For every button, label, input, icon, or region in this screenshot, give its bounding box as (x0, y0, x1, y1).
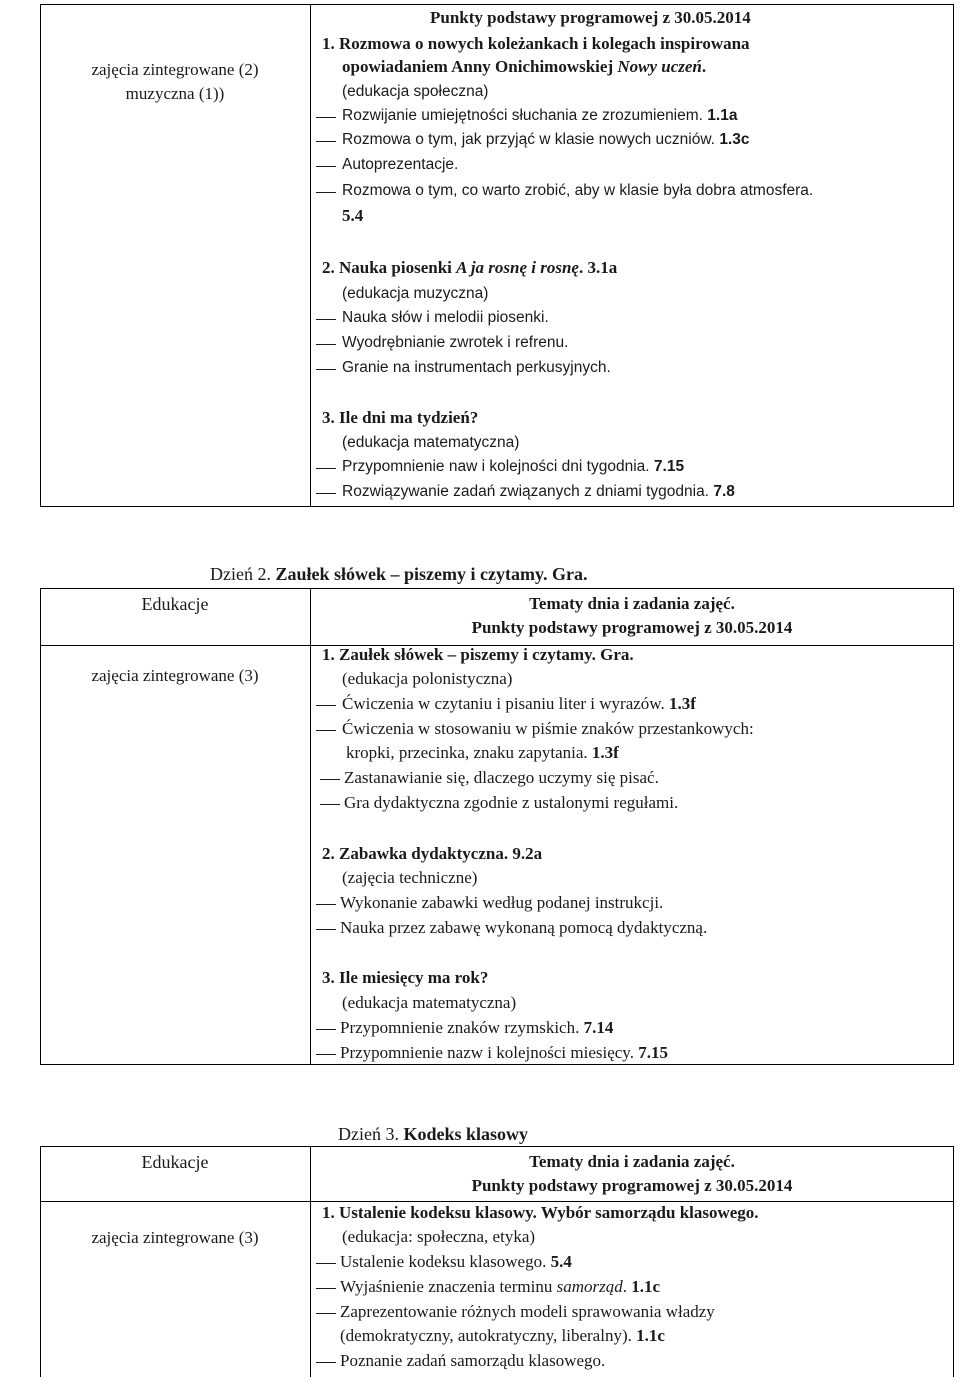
bullet-dash (316, 1313, 336, 1314)
day-heading: Dzień 2. Zaułek słówek – piszemy i czytamy. Gra. (210, 564, 588, 584)
bullet-item: Wyodrębnianie zwrotek i refrenu. (342, 334, 569, 351)
bullet-item: Gra dydaktyczna zgodnie z ustalonymi regułami. (344, 793, 679, 812)
bullet-dash (316, 468, 336, 469)
bullet-dash (316, 1029, 336, 1030)
bullet-item: Przypomnienie nazw i kolejności miesięcy. 7.15 (340, 1043, 668, 1062)
bullet-item: Zastanawianie się, dlaczego uczymy się pisać. (344, 768, 659, 787)
bullet-item: Rozwiązywanie zadań związanych z dniami tygodnia. 7.8 (342, 483, 735, 500)
table1-right-border (953, 4, 954, 506)
item-title: 2. Zabawka dydaktyczna. 9.2a (322, 844, 543, 863)
bullet-item: Przypomnienie naw i kolejności dni tygodnia. 7.15 (342, 458, 685, 475)
item-title: 1. Ustalenie kodeksu klasowy. Wybór samorządu klasowego. (322, 1203, 759, 1222)
points-header: Punkty podstawy programowej z 30.05.2014 (430, 8, 751, 27)
bullet-item: Poznanie zadań samorządu klasowego. (340, 1351, 606, 1370)
bullet-item: Rozmowa o tym, co warto zrobić, aby w klasie była dobra atmosfera. (342, 182, 814, 199)
bullet-dash (316, 1263, 336, 1264)
subject-label: zajęcia zintegrowane (3) (91, 1228, 259, 1247)
bullet-item: Rozwijanie umiejętności słuchania ze zrozumieniem. 1.1a (342, 107, 738, 124)
area-label: (edukacja społeczna) (342, 83, 489, 100)
bullet-dash (316, 344, 336, 345)
area-label: (edukacja muzyczna) (342, 285, 489, 302)
table1-top-border (40, 4, 954, 5)
bullet-dash (316, 1054, 336, 1055)
table2-column-divider (310, 588, 311, 1064)
column-header-edukacje: Edukacje (141, 594, 209, 614)
table2-bottom-border (40, 1064, 954, 1065)
bullet-dash (316, 192, 336, 193)
bullet-dash (316, 705, 336, 706)
bullet-dash (316, 493, 336, 494)
area-label: (edukacja: społeczna, etyka) (342, 1227, 536, 1246)
item-title: 3. Ile miesięcy ma rok? (322, 968, 489, 987)
subject-label: muzyczna (1)) (125, 84, 225, 103)
bullet-dash (320, 804, 340, 805)
column-header-edukacje: Edukacje (141, 1152, 209, 1172)
bullet-dash (316, 904, 336, 905)
point-code: 5.4 (342, 206, 364, 225)
subject-label: zajęcia zintegrowane (3) (91, 666, 259, 685)
bullet-dash (316, 117, 336, 118)
column-header-points: Punkty podstawy programowej z 30.05.2014 (471, 618, 793, 637)
table2-top-border (40, 588, 954, 589)
bullet-item: Ćwiczenia w czytaniu i pisaniu liter i wyrazów. 1.3f (342, 694, 696, 713)
column-header-topics: Tematy dnia i zadania zajęć. (529, 594, 735, 613)
bullet-dash (316, 1288, 336, 1289)
bullet-item: Granie na instrumentach perkusyjnych. (342, 359, 611, 376)
column-header-topics: Tematy dnia i zadania zajęć. (529, 1152, 735, 1171)
bullet-dash (316, 141, 336, 142)
area-label: (zajęcia techniczne) (342, 868, 478, 887)
bullet-dash (316, 730, 336, 731)
subject-label: zajęcia zintegrowane (2) (91, 60, 259, 79)
bullet-dash (316, 1362, 336, 1363)
bullet-dash (316, 369, 336, 370)
item-title: opowiadaniem Anny Onichimowskiej Nowy uczeń. (342, 57, 707, 76)
item-title: 2. Nauka piosenki A ja rosnę i rosnę. 3.1a (322, 258, 618, 277)
bullet-item: kropki, przecinka, znaku zapytania. 1.3f (346, 743, 619, 762)
area-label: (edukacja matematyczna) (342, 993, 517, 1012)
item-title: 1. Zaułek słówek – piszemy i czytamy. Gra. (322, 645, 634, 664)
bullet-item: Przypomnienie znaków rzymskich. 7.14 (340, 1018, 614, 1037)
item-title: 3. Ile dni ma tydzień? (322, 408, 479, 427)
bullet-item: Nauka słów i melodii piosenki. (342, 309, 549, 326)
bullet-item: Nauka przez zabawę wykonaną pomocą dydaktyczną. (340, 918, 708, 937)
bullet-item: Ćwiczenia w stosowaniu w piśmie znaków przestankowych: (342, 719, 754, 738)
table3-right-border (953, 1146, 954, 1377)
bullet-item: Zaprezentowanie różnych modeli sprawowania władzy (340, 1302, 715, 1321)
bullet-item: Wyjaśnienie znaczenia terminu samorząd. 1.1c (340, 1277, 660, 1296)
bullet-item: (demokratyczny, autokratyczny, liberalny). 1.1c (340, 1326, 665, 1345)
table1-bottom-border (40, 506, 954, 507)
column-header-points: Punkty podstawy programowej z 30.05.2014 (471, 1176, 793, 1195)
bullet-item: Rozmowa o tym, jak przyjąć w klasie nowych uczniów. 1.3c (342, 131, 750, 148)
bullet-dash (320, 779, 340, 780)
item-title: 1. Rozmowa o nowych koleżankach i kolegach inspirowana (322, 34, 750, 53)
table1-column-divider (310, 4, 311, 506)
area-label: (edukacja matematyczna) (342, 434, 520, 451)
bullet-item: Wykonanie zabawki według podanej instrukcji. (340, 893, 664, 912)
bullet-item: Ustalenie kodeksu klasowego. 5.4 (340, 1252, 572, 1271)
bullet-dash (316, 929, 336, 930)
area-label: (edukacja polonistyczna) (342, 669, 513, 688)
table2-right-border (953, 588, 954, 1064)
bullet-dash (316, 319, 336, 320)
table3-top-border (40, 1146, 954, 1147)
table3-left-border (40, 1146, 41, 1377)
day-heading: Dzień 3. Kodeks klasowy (338, 1124, 529, 1144)
table3-header-divider (40, 1201, 954, 1202)
table2-left-border (40, 588, 41, 1064)
bullet-dash (316, 166, 336, 167)
bullet-item: Autoprezentacje. (342, 156, 459, 173)
